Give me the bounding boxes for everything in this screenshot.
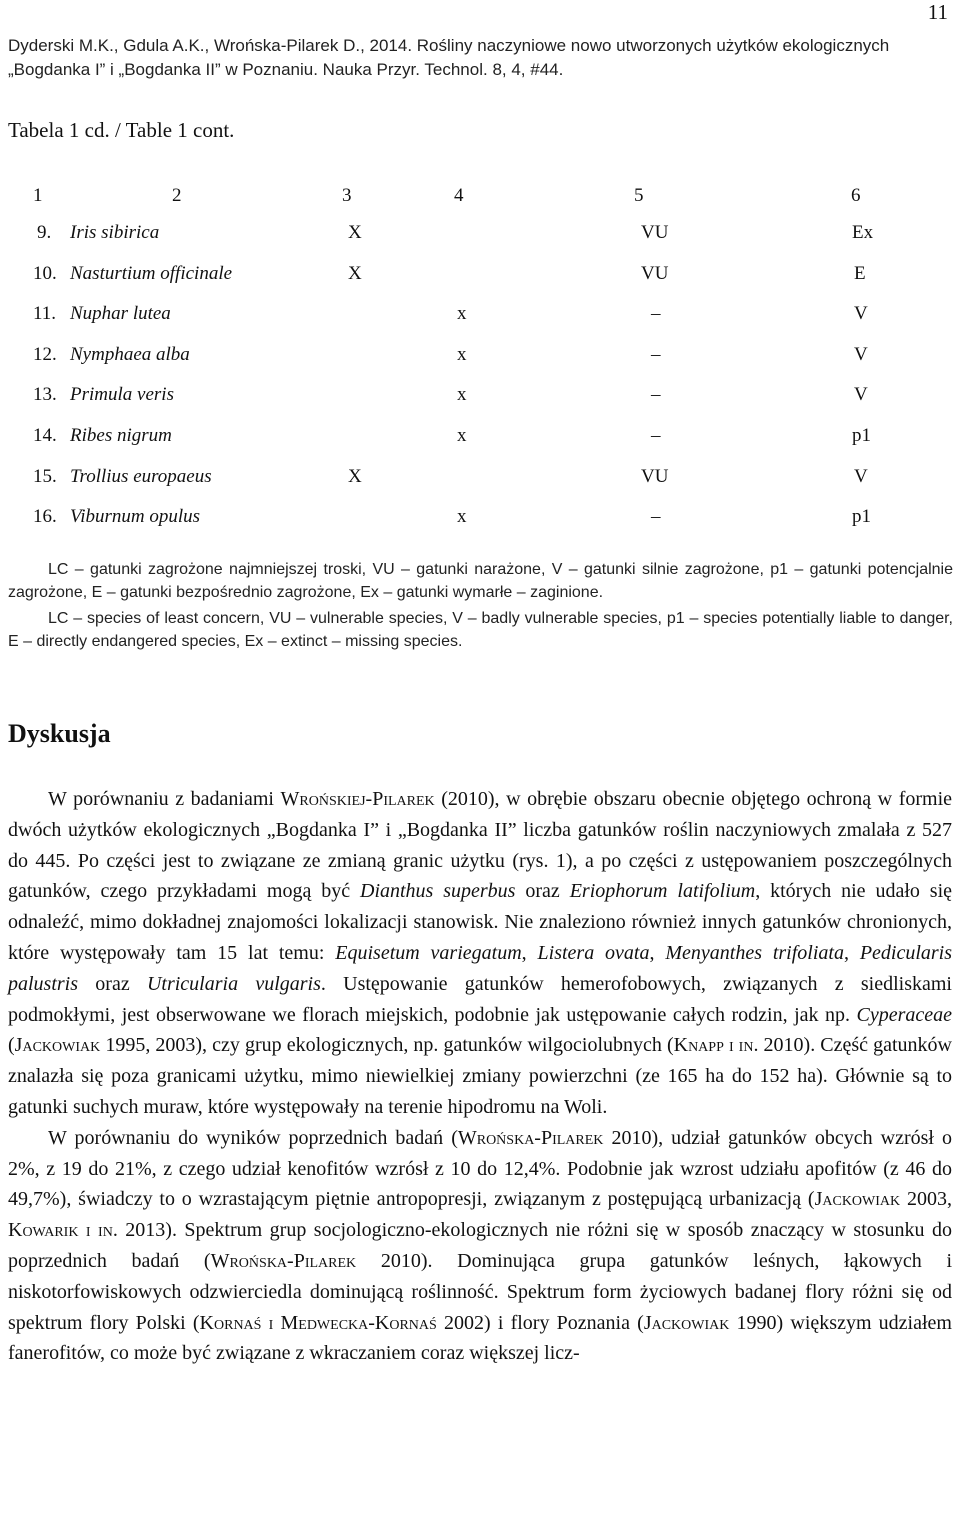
page-number: 11	[927, 0, 948, 24]
table-cell-no: 15.	[33, 466, 57, 487]
table-cell-c6: p1	[852, 425, 871, 446]
table-cell-c6: V	[854, 384, 868, 405]
section-heading: Dyskusja	[8, 719, 111, 748]
table-cell-c4: x	[457, 303, 467, 324]
table-cell-c5: VU	[641, 222, 669, 243]
discussion-body	[8, 784, 952, 1369]
table-legend-polish: LC – gatunki zagrożone najmniejszej troski, VU – gatunki narażone, V – gatunki silnie zagrożone, p1 – gatunki potencjalnie zagrożone, E – gatunki bezpośrednio zagrożone, Ex – gatunki wymarłe – zaginione.	[8, 561, 953, 601]
table-cell-c5: –	[651, 303, 661, 324]
table-cell-c5: –	[651, 506, 661, 527]
table-cell-no: 9.	[37, 222, 52, 243]
table-cell-species: Iris sibirica	[70, 222, 160, 243]
table-cell-no: 12.	[33, 344, 57, 365]
table-cell-no: 14.	[33, 425, 57, 446]
table-cell-c4: x	[457, 506, 467, 527]
table-cell-no: 11.	[33, 303, 57, 324]
table-cell-no: 13.	[33, 384, 57, 405]
table-caption: Tabela 1 cd. / Table 1 cont.	[8, 118, 235, 142]
column-header-5: 5	[634, 185, 644, 206]
table-cell-c5: VU	[641, 263, 669, 284]
table-cell-c5: –	[651, 344, 661, 365]
table-cell-species: Primula veris	[70, 384, 174, 405]
column-header-1: 1	[33, 185, 43, 206]
table-cell-c5: –	[651, 425, 661, 446]
table-cell-c6: Ex	[852, 222, 874, 243]
discussion-paragraph-2: W porównaniu do wyników poprzednich badań (Wrońska-Pilarek 2010), udział gatunków obcych wzrósł o 2%, z 19 do 21%, z czego udział kenofitów wzrósł z 10 do 12,4%. Podobnie jak wzrost udziału apofitów (z 46 do 49,7%), świadczy to o wzrastającym piętnie antropopresji, związanym z postępującą urbanizacją (Jackowiak 2003, Kowarik i in. 2013). Spektrum grup socjologiczno-ekologicznych nie różni się w sposób znaczący w stosunku do poprzednich badań (Wrońska-Pilarek 2010). Dominująca grupa gatunków leśnych, łąkowych i niskotorfowiskowych odzwierciedla dominującą roślinność. Spektrum form życiowych badanej flory różni się od spektrum flory Polski (Kornaś i Medwecka-Kornaś 2002) i flory Poznania (Jackowiak 1990) większym udziałem fanerofitów, co może być związane z wkraczaniem coraz większej licz-	[8, 1126, 953, 1365]
running-header: Dyderski M.K., Gdula A.K., Wrońska-Pilarek D., 2014. Rośliny naczyniowe nowo utworzonych użytków ekologicznych „Bogdanka I” i „Bogdanka II” w Poznaniu. Nauka Przyr. Technol. 8, 4, #44.	[8, 36, 890, 79]
table-cell-species: Ribes nigrum	[70, 425, 172, 446]
table-cell-c6: V	[854, 303, 868, 324]
table-cell-c6: E	[854, 263, 866, 284]
table-cell-c4: x	[457, 384, 467, 405]
column-header-2: 2	[172, 185, 182, 206]
table-cell-c6: p1	[852, 506, 871, 527]
column-header-6: 6	[851, 185, 861, 206]
table-cell-c5: –	[651, 384, 661, 405]
table-cell-c3: X	[348, 466, 362, 487]
table-cell-c4: x	[457, 344, 467, 365]
table-cell-no: 10.	[33, 263, 57, 284]
column-header-3: 3	[342, 185, 352, 206]
table-cell-c5: VU	[641, 466, 669, 487]
table-cell-species: Nasturtium officinale	[70, 263, 233, 284]
table-cell-c4: x	[457, 425, 467, 446]
table-cell-c3: X	[348, 222, 362, 243]
table-cell-species: Nuphar lutea	[70, 303, 171, 324]
discussion-paragraph-1: W porównaniu z badaniami Wrońskiej-Pilarek (2010), w obrębie obszaru obecnie objętego ochroną w formie dwóch użytków ekologicznych „Bogdanka I” i „Bogdanka II” liczba gatunków roślin naczyniowych zmalała z 527 do 445. Po części jest to związane ze zmianą granic użytku (rys. 1), a po części z ustępowaniem poszczególnych gatunków, czego przykładami mogą być Dianthus superbus oraz Eriophorum latifolium, których nie udało się odnaleźć, mimo dokładnej znajomości lokalizacji stanowisk. Nie znaleziono również innych gatunków chronionych, które występowały tam 15 lat temu: Equisetum variegatum, Listera ovata, Menyanthes trifoliata, Pedicularis palustris oraz Utricularia vulgaris. Ustępowanie gatunków hemerofobowych, związanych z siedliskami podmokłymi, jest obserwowane we florach miejskich, podobnie jak ustępowanie całych rodzin, jak np. Cyperaceae (Jackowiak 1995, 2003), czy grup ekologicznych, np. gatunków wilgociolubnych (Knapp i in. 2010). Część gatunków znalazła się poza granicami użytku, mimo niewielkiej zmiany powierzchni (ze 165 ha do 152 ha). Głównie są to gatunki suchych muraw, które występowały na terenie hipodromu na Woli.	[8, 788, 953, 1118]
table-cell-c6: V	[854, 466, 868, 487]
table-cell-species: Trollius europaeus	[70, 466, 212, 487]
table-cell-c3: X	[348, 263, 362, 284]
table-cell-c6: V	[854, 344, 868, 365]
table-cell-species: Nymphaea alba	[70, 344, 190, 365]
table-cell-species: Viburnum opulus	[70, 506, 201, 527]
column-header-4: 4	[454, 185, 464, 206]
table-cell-no: 16.	[33, 506, 57, 527]
table-legend-english: LC – species of least concern, VU – vulnerable species, V – badly vulnerable species, p1 – species potentially liable to danger, E – directly endangered species, Ex – extinct – missing species.	[8, 610, 953, 650]
